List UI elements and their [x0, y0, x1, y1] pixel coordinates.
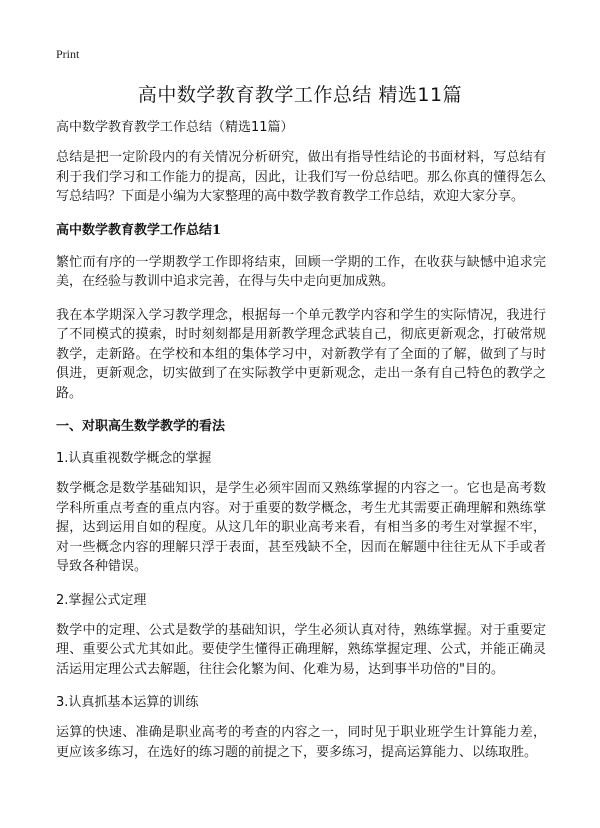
document-subtitle: 高中数学教育教学工作总结（精选11篇） — [56, 120, 294, 135]
subsection-2-text: 数学中的定理、公式是数学的基础知识，学生必须认真对待，熟练掌握。对于重要定理、重要公式尤其如此。要使学生懂得正确理解，熟练掌握定理、公式，并能正确灵活运用定理公式去解题，往往会化繁为间、化难为易，达到事半功倍的"目的。 — [56, 622, 546, 677]
page-title: 高中数学教育教学工作总结 精选11篇 — [137, 84, 463, 106]
paragraph-2: 我在本学期深入学习教学理念，根据每一个单元教学内容和学生的实际情况，我进行了不同模式的摸索，时时刻刻都是用新教学理念武装自己，彻底更新观念，打破常规教学，走新路。在学校和本组的集体学习中，对新教学有了全面的了解，做到了与时俱进，更新观念，切实做到了在实际教学中更新观念，走出一条有自己特色的教学之路。 — [56, 307, 546, 401]
subsection-1-heading: 1.认真重视数学概念的掌握 — [56, 451, 212, 466]
intro-paragraph: 总结是把一定阶段内的有关情况分析研究，做出有指导性结论的书面材料，写总结有利于我们学习和工作能力的提高，因此，让我们写一份总结吧。那么你真的懂得怎么写总结吗？下面是小编为大家整理的高中数学教育教学工作总结，欢迎大家分享。 — [56, 150, 546, 204]
section-1-heading: 一、对职高生数学教学的看法 — [56, 419, 226, 434]
article-heading: 高中数学教育教学工作总结1 — [56, 222, 222, 238]
subsection-1-text: 数学概念是数学基础知识，是学生必须牢固而又熟练掌握的内容之一。它也是高考数学科所重点考查的重点内容。对于重要的数学概念，考生尤其需要正确理解和熟练掌握，达到运用自如的程度。从这几年的职业高考来看，有相当多的考生对掌握不牢，对一些概念内容的理解只浮于表面，甚至残缺不全，因而在解题中往往无从下手或者导致各种错误。 — [56, 481, 546, 574]
document-body — [56, 118, 546, 776]
subsection-3-heading: 3.认真抓基本运算的训练 — [56, 695, 199, 710]
print-link[interactable]: Print — [56, 47, 80, 61]
subsection-2-heading: 2.掌握公式定理 — [56, 592, 147, 608]
subsection-3-text: 运算的快速、准确是职业高考的考查的内容之一，同时见于职业班学生计算能力差，更应该多练习，在选好的练习题的前提之下，要多练习，提高运算能力、以练取胜。 — [56, 725, 546, 760]
paragraph-1: 繁忙而有序的一学期教学工作即将结束，回顾一学期的工作，在收获与缺憾中追求完美，在经验与教训中追求完善，在得与失中走向更加成熟。 — [56, 254, 546, 289]
